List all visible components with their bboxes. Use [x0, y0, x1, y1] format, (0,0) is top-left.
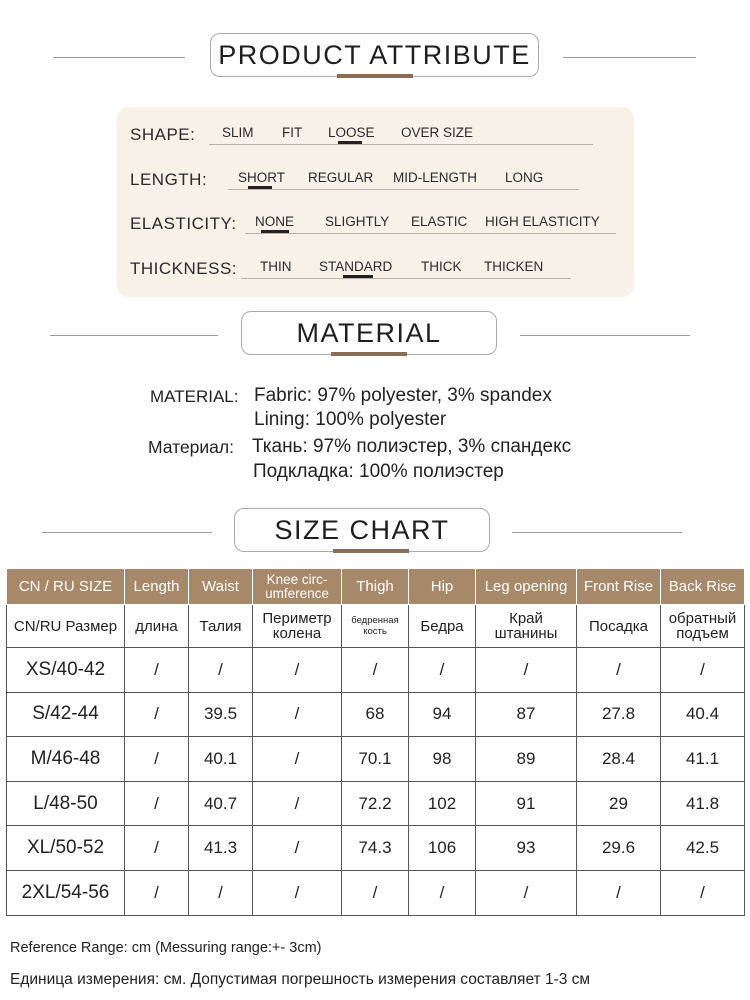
attr-underline — [241, 278, 571, 279]
attr-row-thickness — [117, 256, 634, 286]
size-cell: 2XL/54-56 — [7, 870, 125, 915]
column-header: CN / RU SIZE — [7, 569, 125, 605]
reference-range-note-ru: Единица измерения: см. Допустимая погрешность измерения составляет 1-3 см — [10, 971, 591, 988]
material-fabric-ru: Ткань: 97% полиэстер, 3% спандекс — [252, 436, 572, 457]
attr-option: SLIGHTLY — [325, 214, 390, 229]
measurement-cell: / — [409, 648, 476, 693]
column-header: Thigh — [342, 569, 409, 605]
ru-column-header: бедренная кость — [342, 605, 409, 648]
material-header — [0, 311, 750, 361]
measurement-cell: 29.6 — [577, 826, 661, 871]
measurement-cell: / — [125, 692, 189, 737]
column-header: Back Rise — [661, 569, 745, 605]
measurement-cell: 42.5 — [661, 826, 745, 871]
material-label-ru: Материал: — [148, 437, 234, 457]
measurement-cell: 70.1 — [342, 737, 409, 782]
measurement-cell: / — [476, 648, 577, 693]
measurement-cell: 98 — [409, 737, 476, 782]
measurement-cell: 29 — [577, 781, 661, 826]
size-cell: L/48-50 — [7, 781, 125, 826]
header-divider-left — [53, 57, 185, 58]
column-header: Length — [125, 569, 189, 605]
selected-marker — [338, 141, 362, 144]
attr-option: SLIM — [222, 125, 254, 140]
material-lining-en: Lining: 100% polyester — [254, 409, 447, 430]
table-header-row — [7, 569, 745, 605]
measurement-cell: / — [125, 737, 189, 782]
measurement-cell: 41.3 — [189, 826, 253, 871]
measurement-cell: 41.1 — [661, 737, 745, 782]
attr-option: THICKEN — [484, 259, 544, 274]
ru-column-header: Периметр колена — [253, 605, 342, 648]
ru-column-header: CN/RU Размер — [7, 605, 125, 648]
measurement-cell: / — [342, 648, 409, 693]
attr-option: THICK — [421, 259, 462, 274]
measurement-cell: / — [125, 648, 189, 693]
table-row — [7, 781, 745, 826]
material-label-en: MATERIAL: — [150, 387, 239, 406]
reference-range-note: Reference Range: cm (Messuring range:+- 3cm) — [10, 940, 322, 956]
table-ru-header-row — [7, 605, 745, 648]
header-divider-right — [512, 532, 682, 533]
measurement-cell: / — [476, 870, 577, 915]
table-row — [7, 870, 745, 915]
attr-label-thickness: THICKNESS: — [130, 259, 238, 278]
attr-row-elasticity — [117, 211, 634, 241]
measurement-cell: 40.4 — [661, 692, 745, 737]
table-row — [7, 737, 745, 782]
measurement-cell: / — [253, 870, 342, 915]
header-accent-bar — [337, 74, 413, 78]
attr-option: HIGH ELASTICITY — [485, 214, 600, 229]
ru-column-header: Посадка — [577, 605, 661, 648]
column-header: Knee circ-umference — [253, 569, 342, 605]
attribute-card — [117, 107, 634, 297]
measurement-cell: 87 — [476, 692, 577, 737]
selected-marker — [343, 275, 373, 278]
header-divider-right — [520, 335, 690, 336]
measurement-cell: / — [577, 648, 661, 693]
attr-option: FIT — [282, 125, 303, 140]
header-divider-left — [42, 532, 212, 533]
header-divider-right — [563, 57, 696, 58]
measurement-cell: 40.7 — [189, 781, 253, 826]
measurement-cell: / — [189, 648, 253, 693]
attr-option: MID-LENGTH — [393, 170, 477, 185]
attr-option-selected: LOOSE — [328, 125, 375, 140]
header-divider-left — [50, 335, 218, 336]
size-cell: M/46-48 — [7, 737, 125, 782]
header-accent-bar — [333, 549, 409, 553]
measurement-cell: / — [253, 826, 342, 871]
material-title: MATERIAL — [241, 311, 497, 355]
attr-option: OVER SIZE — [401, 125, 474, 140]
column-header: Hip — [409, 569, 476, 605]
material-lining-ru: Подкладка: 100% полиэстер — [253, 461, 504, 482]
size-chart-title: SIZE CHART — [234, 508, 490, 552]
table-row — [7, 826, 745, 871]
table-row — [7, 648, 745, 693]
product-attribute-header — [0, 33, 750, 83]
size-table — [6, 568, 745, 916]
ru-column-header: Край штанины — [476, 605, 577, 648]
attr-option: LONG — [505, 170, 544, 185]
measurement-cell: 74.3 — [342, 826, 409, 871]
ru-column-header: Бедра — [409, 605, 476, 648]
ru-column-header: обратный подъем — [661, 605, 745, 648]
measurement-cell: / — [253, 692, 342, 737]
measurement-cell: 40.1 — [189, 737, 253, 782]
attr-label-length: LENGTH: — [130, 170, 208, 189]
attr-row-shape — [117, 122, 634, 152]
attr-underline — [209, 144, 593, 145]
measurement-cell: 106 — [409, 826, 476, 871]
attr-label-elasticity: ELASTICITY: — [130, 214, 237, 233]
measurement-cell: / — [125, 870, 189, 915]
measurement-cell: / — [661, 648, 745, 693]
measurement-cell: / — [189, 870, 253, 915]
measurement-cell: 89 — [476, 737, 577, 782]
measurement-cell: / — [342, 870, 409, 915]
attr-underline — [228, 189, 579, 190]
size-chart-header — [0, 508, 750, 558]
measurement-cell: / — [253, 737, 342, 782]
attr-option-selected: SHORT — [238, 170, 286, 185]
measurement-cell: / — [253, 781, 342, 826]
selected-marker — [261, 230, 289, 233]
measurement-cell: 28.4 — [577, 737, 661, 782]
size-cell: S/42-44 — [7, 692, 125, 737]
measurement-cell: 102 — [409, 781, 476, 826]
product-attribute-title: PRODUCT ATTRIBUTE — [210, 33, 539, 77]
attr-label-shape: SHAPE: — [130, 125, 196, 144]
column-header: Leg opening — [476, 569, 577, 605]
measurement-cell: 91 — [476, 781, 577, 826]
measurement-cell: 27.8 — [577, 692, 661, 737]
measurement-cell: / — [125, 781, 189, 826]
attr-option: ELASTIC — [411, 214, 468, 229]
measurement-cell: 93 — [476, 826, 577, 871]
header-accent-bar — [331, 352, 407, 356]
measurement-cell: / — [577, 870, 661, 915]
selected-marker — [248, 186, 272, 189]
measurement-cell: 72.2 — [342, 781, 409, 826]
measurement-cell: / — [661, 870, 745, 915]
material-fabric-en: Fabric: 97% polyester, 3% spandex — [254, 385, 552, 406]
attr-option: THIN — [260, 259, 292, 274]
size-cell: XL/50-52 — [7, 826, 125, 871]
measurement-cell: 68 — [342, 692, 409, 737]
ru-column-header: Талия — [189, 605, 253, 648]
ru-column-header: длина — [125, 605, 189, 648]
attr-row-length — [117, 167, 634, 197]
measurement-cell: / — [125, 826, 189, 871]
measurement-cell: / — [409, 870, 476, 915]
size-cell: XS/40-42 — [7, 648, 125, 693]
measurement-cell: 41.8 — [661, 781, 745, 826]
attr-option-selected: NONE — [255, 214, 295, 229]
measurement-cell: 39.5 — [189, 692, 253, 737]
column-header: Front Rise — [577, 569, 661, 605]
attr-underline — [245, 233, 616, 234]
measurement-cell: / — [253, 648, 342, 693]
table-row — [7, 692, 745, 737]
attr-option-selected: STANDARD — [319, 259, 393, 274]
measurement-cell: 94 — [409, 692, 476, 737]
attr-option: REGULAR — [308, 170, 374, 185]
column-header: Waist — [189, 569, 253, 605]
